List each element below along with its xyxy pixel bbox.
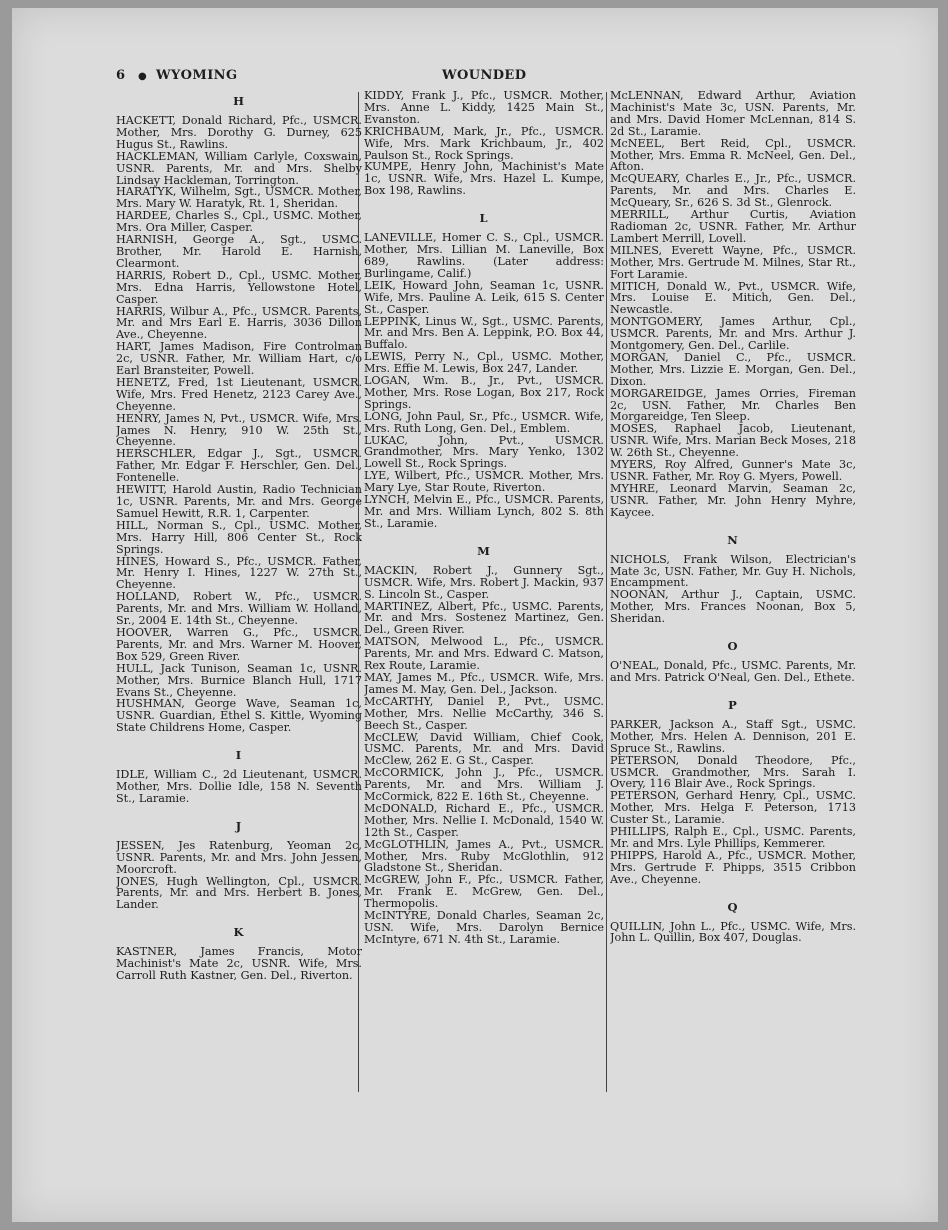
casualty-entry: McGLOTHLIN, James A., Pvt., USMCR. Mother, Mrs. Ruby McGlothlin, 912 Gladstone St., Sheridan. <box>364 837 604 875</box>
section-gap <box>364 530 604 540</box>
column-divider <box>606 92 607 1092</box>
casualty-entry: JESSEN, Jes Ratenburg, Yeoman 2c, USNR. Parents, Mr. and Mrs. John Jessen, Moorcroft. <box>116 838 362 876</box>
section-letter: N <box>727 532 739 547</box>
casualty-entry: LYE, Wilbert, Pfc., USMCR. Mother, Mrs. Mary Lye, Star Route, Riverton. <box>364 469 604 495</box>
casualty-entry: HACKLEMAN, William Carlyle, Coxswain, USNR. Parents, Mr. and Mrs. Shelby Lindsay Hackleman, Torrington. <box>116 149 362 187</box>
section-letter: L <box>479 211 489 226</box>
casualty-entry: HULL, Jack Tunison, Seaman 1c, USNR. Mother, Mrs. Burnice Blanch Hull, 1717 Evans St., Cheyenne. <box>116 661 362 699</box>
casualty-entry: HERSCHLER, Edgar J., Sgt., USMCR. Father, Mr. Edgar F. Herschler, Gen. Del., Fontenelle. <box>116 447 362 485</box>
casualty-entry: HARATYK, Wilhelm, Sgt., USMCR. Mother, Mrs. Mary W. Haratyk, Rt. 1, Sheridan. <box>116 185 362 211</box>
casualty-entry: PETERSON, Gerhard Henry, Cpl., USMC. Mother, Mrs. Helga F. Peterson, 1713 Custer St., Laramie. <box>610 789 856 827</box>
casualty-entry: QUILLIN, John L., Pfc., USMC. Wife, Mrs. John L. Quillin, Box 407, Douglas. <box>610 919 856 945</box>
casualty-entry: LONG, John Paul, Sr., Pfc., USMCR. Wife, Mrs. Ruth Long, Gen. Del., Emblem. <box>364 409 604 435</box>
section-letter: H <box>233 94 245 108</box>
casualty-entry: KIDDY, Frank J., Pfc., USMCR. Mother, Mrs. Anne L. Kiddy, 1425 Main St., Evanston. <box>364 90 604 126</box>
casualty-entry: HINES, Howard S., Pfc., USMCR. Father, Mr. Henry I. Hines, 1227 W. 27th St., Cheyenne. <box>116 554 362 592</box>
casualty-entry: MAY, James M., Pfc., USMCR. Wife, Mrs. James M. May, Gen. Del., Jackson. <box>364 670 604 696</box>
casualty-entry: MACKIN, Robert J., Gunnery Sgt., USMCR. Wife, Mrs. Robert J. Mackin, 937 S. Lincoln St., Casper. <box>364 563 604 601</box>
casualty-entry: LEWIS, Perry N., Cpl., USMC. Mother, Mrs. Effie M. Lewis, Box 247, Lander. <box>364 350 604 376</box>
casualty-entry: McCLEW, David William, Chief Cook, USMC. Parents, Mr. and Mrs. David McClew, 262 E. G St., Casper. <box>364 730 604 768</box>
casualty-entry: O'NEAL, Donald, Pfc., USMC. Parents, Mr. and Mrs. Patrick O'Neal, Gen. Del., Ethete. <box>610 659 856 684</box>
casualty-entry: McINTYRE, Donald Charles, Seaman 2c, USN. Wife, Mrs. Darolyn Bernice McIntyre, 671 N. 4th St., Laramie. <box>364 909 604 946</box>
casualty-entry: MORGAREIDGE, James Orries, Fireman 2c, USN. Father, Mr. Charles Ben Morgareidge, Ten Sleep. <box>610 386 856 424</box>
casualty-entry: LOGAN, Wm. B., Jr., Pvt., USMCR. Mother, Mrs. Rose Logan, Box 217, Rock Springs. <box>364 374 604 411</box>
casualty-entry: HARRIS, Wilbur A., Pfc., USMCR. Parents, Mr. and Mrs Earl E. Harris, 3036 Dillon Ave., Cheyenne. <box>116 304 362 342</box>
section-gap <box>610 625 856 635</box>
casualty-entry: NOONAN, Arthur J., Captain, USMC. Mother, Mrs. Frances Noonan, Box 5, Sheridan. <box>610 588 856 626</box>
casualty-entry: HEWITT, Harold Austin, Radio Technician 1c, USNR. Parents, Mr. and Mrs. George Samuel Hewitt, R.R. 1, Carpenter. <box>116 483 362 520</box>
column-1 <box>116 90 362 1100</box>
casualty-entry: PARKER, Jackson A., Staff Sgt., USMC. Mother, Mrs. Helen A. Dennison, 201 E. Spruce St., Rawlins. <box>610 717 856 755</box>
section-letter: J <box>235 818 243 833</box>
state-name: WYOMING <box>156 68 238 83</box>
casualty-entry: HUSHMAN, George Wave, Seaman 1c, USNR. Guardian, Ethel S. Kittle, Wyoming State Childrens Home, Casper. <box>116 697 362 735</box>
casualty-entry: PHILLIPS, Ralph E., Cpl., USMC. Parents, Mr. and Mrs. Lyle Phillips, Kemmerer. <box>610 825 856 850</box>
casualty-entry: LEIK, Howard John, Seaman 1c, USNR. Wife, Mrs. Pauline A. Leik, 615 S. Center St., Casper. <box>364 278 604 316</box>
section-gap <box>364 197 604 207</box>
casualty-entry: McGREW, John F., Pfc., USMCR. Father, Mr. Frank E. McGrew, Gen. Del., Thermopolis. <box>364 873 604 911</box>
casualty-entry: McCORMICK, John J., Pfc., USMCR. Parents, Mr. and Mrs. William J. McCormick, 822 E. 16th St., Cheyenne. <box>364 766 604 804</box>
column-3 <box>610 90 856 1100</box>
casualty-entry: HENETZ, Fred, 1st Lieutenant, USMCR. Wife, Mrs. Fred Henetz, 2123 Carey Ave., Cheyenne. <box>116 375 362 413</box>
casualty-entry: MILNES, Everett Wayne, Pfc., USMCR. Mother, Mrs. Gertrude M. Milnes, Star Rt., Fort Laramie. <box>610 243 856 281</box>
casualty-entry: MITICH, Donald W., Pvt., USMCR. Wife, Mrs. Louise E. Mitich, Gen. Del., Newcastle. <box>610 279 856 317</box>
casualty-entry: KRICHBAUM, Mark, Jr., Pfc., USMCR. Wife, Mrs. Mark Krichbaum, Jr., 402 Paulson St., Rock Springs. <box>364 124 604 162</box>
section-gap <box>116 911 362 921</box>
section-letter: Q <box>727 899 739 914</box>
casualty-entry: McLENNAN, Edward Arthur, Aviation Machinist's Mate 3c, USN. Parents, Mr. and Mrs. David Homer McLennan, 814 S. 2d St., Laramie. <box>610 90 856 138</box>
casualty-entry: IDLE, William C., 2d Lieutenant, USMCR. Mother, Mrs. Dollie Idle, 158 N. Seventh St., Laramie. <box>116 768 362 805</box>
casualty-entry: LEPPINK, Linus W., Sgt., USMC. Parents, Mr. and Mrs. Ben A. Leppink, P.O. Box 44, Buffalo. <box>364 314 604 352</box>
casualty-entry: LUKAC, John, Pvt., USMCR. Grandmother, Mrs. Mary Yenko, 1302 Lowell St., Rock Springs. <box>364 433 604 471</box>
casualty-entry: KASTNER, James Francis, Motor Machinist's Mate 2c, USNR. Wife, Mrs. Carroll Ruth Kastner, Gen. Del., Riverton. <box>116 945 362 983</box>
casualty-entry: MONTGOMERY, James Arthur, Cpl., USMCR. Parents, Mr. and Mrs. Arthur J. Montgomery, Gen. Del., Carlile. <box>610 315 856 353</box>
casualty-entry: LYNCH, Melvin E., Pfc., USMCR. Parents, Mr. and Mrs. William Lynch, 802 S. 8th St., Laramie. <box>364 493 604 530</box>
casualty-entry: HART, James Madison, Fire Controlman 2c, USNR. Father, Mr. William Hart, c/o Earl Bransteiter, Powell. <box>116 340 362 378</box>
section-gap <box>116 734 362 744</box>
casualty-entry: MARTINEZ, Albert, Pfc., USMC. Parents, Mr. and Mrs. Sostenez Martinez, Gen. Del., Green River. <box>364 599 604 637</box>
casualty-entry: NICHOLS, Frank Wilson, Electrician's Mate 3c, USN. Father, Mr. Guy H. Nichols, Encampment. <box>610 552 856 590</box>
page-header <box>116 68 876 86</box>
section-letter: K <box>233 925 245 940</box>
casualty-entry: McDONALD, Richard E., Pfc., USMCR. Mother, Mrs. Nellie I. McDonald, 1540 W. 12th St., Casper. <box>364 801 604 839</box>
section-gap <box>610 684 856 694</box>
section-letter: O <box>727 639 739 654</box>
casualty-entry: MYHRE, Leonard Marvin, Seaman 2c, USNR. Father, Mr. John Henry Myhre, Kaycee. <box>610 481 856 519</box>
casualty-entry: HOLLAND, Robert W., Pfc., USMCR. Parents, Mr. and Mrs. William W. Holland, Sr., 2004 E. 14th St., Cheyenne. <box>116 590 362 628</box>
casualty-entry: McCARTHY, Daniel P., Pvt., USMC. Mother, Mrs. Nellie McCarthy, 346 S. Beech St., Casper. <box>364 694 604 732</box>
casualty-entry: HILL, Norman S., Cpl., USMC. Mother, Mrs. Harry Hill, 806 Center St., Rock Springs. <box>116 518 362 556</box>
casualty-entry: PETERSON, Donald Theodore, Pfc., USMCR. Grandmother, Mrs. Sarah I. Overy, 116 Blair Ave., Rock Springs. <box>610 753 856 791</box>
section-gap <box>610 886 856 896</box>
casualty-entry: MATSON, Melwood L., Pfc., USMCR. Parents, Mr. and Mrs. Edward C. Matson, Rex Route, Laramie. <box>364 635 604 673</box>
section-letter: M <box>477 543 491 558</box>
casualty-entry: MOSES, Raphael Jacob, Lieutenant, USNR. Wife, Mrs. Marian Beck Moses, 218 W. 26th St., Cheyenne. <box>610 422 856 460</box>
bullet-icon: ● <box>138 71 148 82</box>
casualty-entry: HENRY, James N, Pvt., USMCR. Wife, Mrs. James N. Henry, 910 W. 25th St., Cheyenne. <box>116 411 362 449</box>
casualty-entry: PHIPPS, Harold A., Pfc., USMCR. Mother, Mrs. Gertrude F. Phipps, 3515 Cribbon Ave., Cheyenne. <box>610 848 856 886</box>
casualty-entry: MYERS, Roy Alfred, Gunner's Mate 3c, USNR. Father, Mr. Roy G. Myers, Powell. <box>610 458 856 483</box>
column-2 <box>364 90 604 1100</box>
casualty-entry: MORGAN, Daniel C., Pfc., USMCR. Mother, Mrs. Lizzie E. Morgan, Gen. Del., Dixon. <box>610 350 856 388</box>
casualty-entry: HARNISH, George A., Sgt., USMC. Brother, Mr. Harold E. Harnish, Clearmont. <box>116 233 362 270</box>
section-gap <box>116 805 362 815</box>
section-title: WOUNDED <box>442 68 527 83</box>
casualty-entry: JONES, Hugh Wellington, Cpl., USMCR. Parents, Mr. and Mrs. Herbert B. Jones, Lander. <box>116 874 362 912</box>
casualty-entry: HARRIS, Robert D., Cpl., USMC. Mother, Mrs. Edna Harris, Yellowstone Hotel, Casper. <box>116 268 362 306</box>
casualty-entry: HARDEE, Charles S., Cpl., USMC. Mother, Mrs. Ora Miller, Casper. <box>116 209 362 235</box>
casualty-entry: KUMPE, Henry John, Machinist's Mate 1c, USNR. Wife, Mrs. Hazel L. Kumpe, Box 198, Rawlins. <box>364 160 604 198</box>
casualty-entry: HACKETT, Donald Richard, Pfc., USMCR. Mother, Mrs. Dorothy G. Durney, 625 Hugus St., Rawlins. <box>116 114 362 151</box>
casualty-entry: HOOVER, Warren G., Pfc., USMCR. Parents, Mr. and Mrs. Warner M. Hoover, Box 529, Green River. <box>116 625 362 663</box>
casualty-entry: McQUEARY, Charles E., Jr., Pfc., USMCR. Parents, Mr. and Mrs. Charles E. McQueary, Sr., 626 S. 3d St., Glenrock. <box>610 172 856 210</box>
section-letter: I <box>235 748 243 763</box>
casualty-entry: MERRILL, Arthur Curtis, Aviation Radioman 2c, USNR. Father, Mr. Arthur Lambert Merrill, Lovell. <box>610 208 856 245</box>
section-gap <box>610 519 856 529</box>
casualty-entry: McNEEL, Bert Reid, Cpl., USMCR. Mother, Mrs. Emma R. McNeel, Gen. Del., Afton. <box>610 136 856 174</box>
casualty-entry: LANEVILLE, Homer C. S., Cpl., USMCR. Mother, Mrs. Lillian M. Laneville, Box 689, Rawlins. (Later address: Burlingame, Calif.) <box>364 231 604 280</box>
page-number: 6 <box>116 68 126 83</box>
section-letter: P <box>728 697 738 712</box>
